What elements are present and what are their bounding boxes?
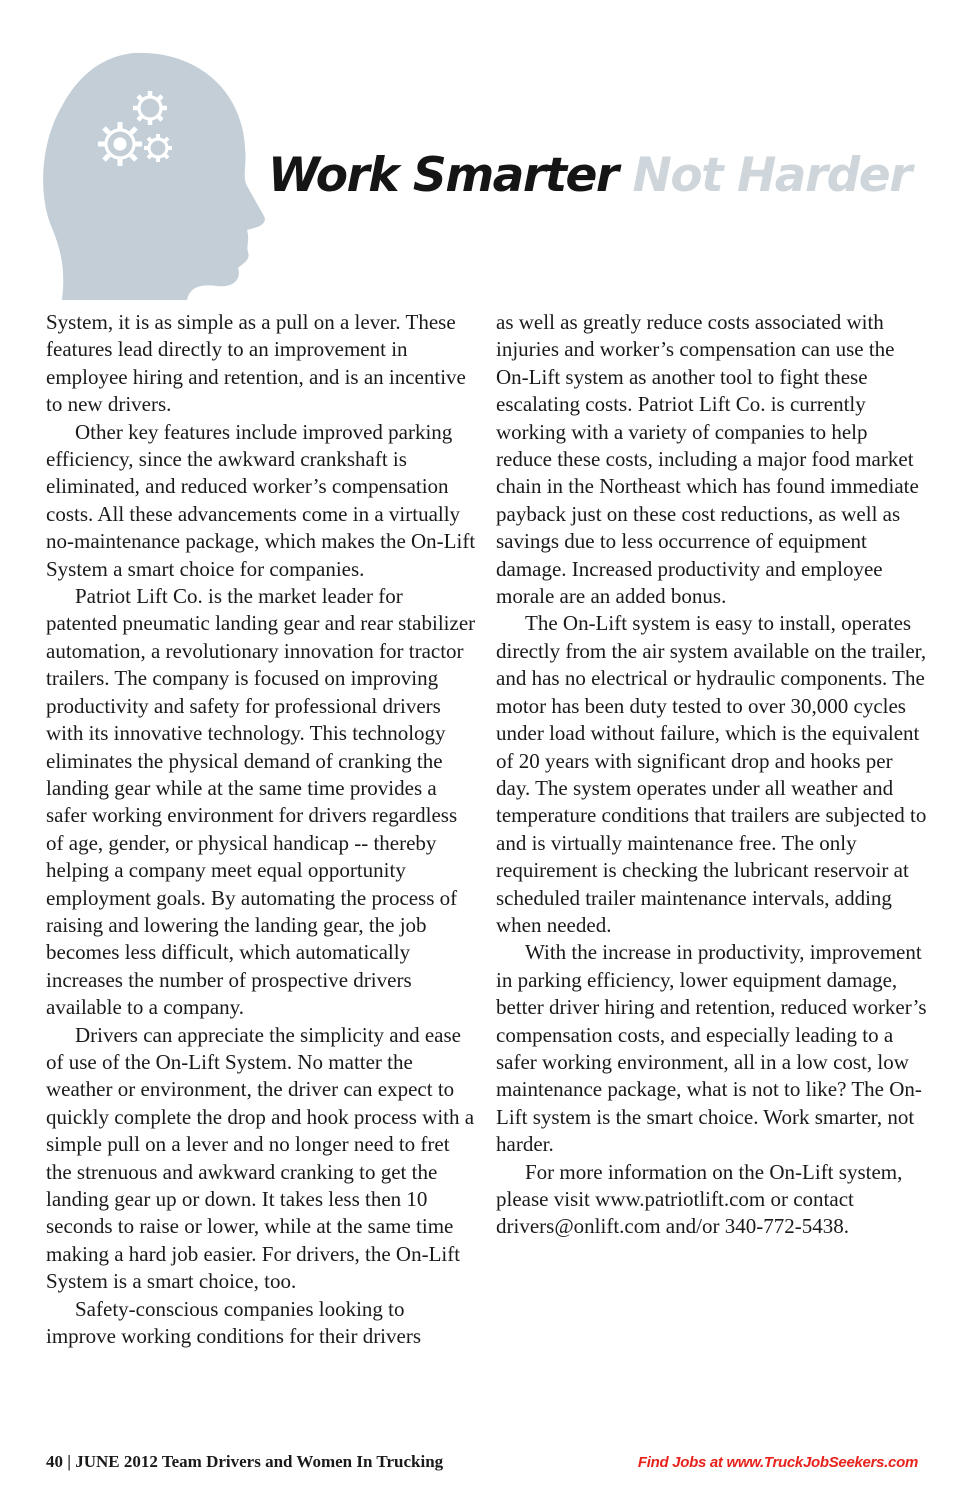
paragraph: Drivers can appreciate the simplicity and ease of use of the On-Lift System. No matter the weather or environment, the driver can expect to quickly complete the drop and hook process with a simple pull on a lever and no longer need to fret the strenuous and awkward cranking to get the landing gear up or down. It takes less then 10 seconds to raise or lower, while at the same time making a hard job easier. For drivers, the On-Lift System is a smart choice, too. (46, 1022, 475, 1294)
paragraph: The On-Lift system is easy to install, operates directly from the air system available on the trailer, and has no electrical or hydraulic components. The motor has been duty tested to over 30,000 cycles under load without failure, which is the equivalent of 20 years with significant drop and hooks per day. The system operates under all weather and temperature conditions that trailers are subjected to and is virtually maintenance free. The only requirement is checking the lubricant reservoir at scheduled trailer maintenance intervals, adding when needed. (496, 611, 927, 937)
left-column (46, 309, 478, 1350)
paragraph: Other key features include improved parking efficiency, since the awkward crankshaft is eliminated, and reduced worker’s compensation costs. All these advancements come in a virtually no-maintenance package, which makes the On-Lift System a smart choice for companies. (46, 419, 476, 581)
paragraph: Patriot Lift Co. is the market leader for patented pneumatic landing gear and rear stabilizer automation, a revolutionary innovation for tractor trailers. The company is focused on improving productivity and safety for professional drivers with its innovative technology. This technology eliminates the physical demand of cranking the landing gear while at the same time provides a safer working environment for drivers regardless of age, gender, or physical handicap -- thereby helping a company meet equal opportunity employment goals. By automating the process of raising and lowering the landing gear, the job becomes less difficult, which automatically increases the number of prospective drivers available to a company. (46, 584, 476, 1020)
right-column (496, 309, 928, 1241)
title-light-part: Not Harder (632, 148, 911, 203)
paragraph: Safety-conscious companies looking to improve working conditions for their drivers (46, 1296, 422, 1349)
footer-page-info: 40 | JUNE 2012 Team Drivers and Women In Trucking (46, 1452, 444, 1471)
title-dark-part: Work Smarter (268, 148, 618, 203)
paragraph: System, it is as simple as a pull on a lever. These features lead directly to an improvement in employee hiring and retention, and is an incentive to new drivers. (46, 310, 466, 417)
article-header (0, 0, 960, 300)
paragraph: With the increase in productivity, improvement in parking efficiency, lower equipment damage, better driver hiring and retention, reduced worker’s compensation costs, and especially leading to a safer working environment, all in a low cost, low maintenance package, what is not to like? The On-Lift system is the smart choice. Work smarter, not harder. (496, 940, 927, 1157)
paragraph: as well as greatly reduce costs associated with injuries and worker’s compensation can use the On-Lift system as another tool to fight these escalating costs. Patriot Lift Co. is currently working with a variety of companies to help reduce these costs, including a major food market chain in the Northeast which has found immediate payback just on these cost reductions, as well as savings due to less occurrence of equipment damage. Increased productivity and employee morale are an added bonus. (496, 310, 919, 609)
footer-job-link[interactable]: Find Jobs at www.TruckJobSeekers.com (637, 1454, 918, 1471)
head-with-gears-icon (42, 48, 267, 300)
paragraph: For more information on the On-Lift system, please visit www.patriotlift.com or contact drivers@onlift.com and/or 340-772-5438. (496, 1159, 903, 1239)
article-title (268, 148, 911, 203)
